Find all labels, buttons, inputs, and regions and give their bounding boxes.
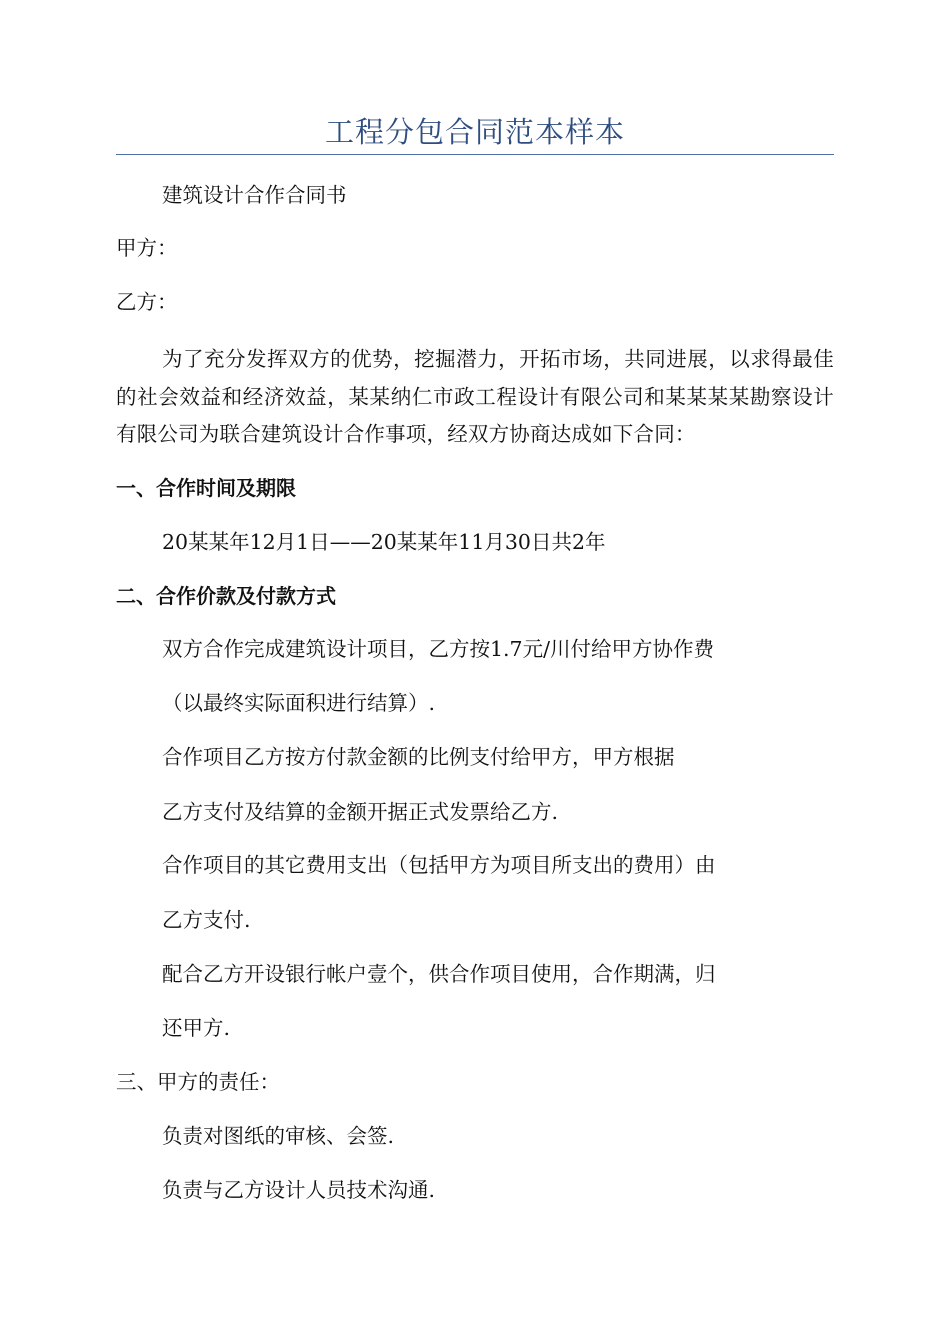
- section-1-line-1: 20某某年12月1日——20某某年11月30日共2年: [162, 530, 606, 554]
- section-2-line-7: 配合乙方开设银行帐户壹个，供合作项目使用，合作期满，归: [162, 962, 716, 986]
- title-underline: [116, 154, 834, 155]
- section-2-line-8: 还甲方.: [162, 1016, 231, 1040]
- section-3-line-2: 负责与乙方设计人员技术沟通.: [162, 1178, 436, 1202]
- contract-subtitle: 建筑设计合作合同书: [162, 183, 347, 207]
- section-2-line-2: （以最终实际面积进行结算）.: [162, 691, 436, 715]
- section-2-heading: 二、合作价款及付款方式: [116, 584, 336, 608]
- section-2-line-1: 双方合作完成建筑设计项目，乙方按1.7元/川付给甲方协作费: [162, 637, 715, 661]
- section-1-heading: 一、合作时间及期限: [116, 476, 296, 500]
- intro-paragraph: 为了充分发挥双方的优势，挖掘潜力，开拓市场，共同进展，以求得最佳的社会效益和经济效益，某某纳仁市政工程设计有限公司和某某某某勘察设计有限公司为联合建筑设计合作事项，经双方协商达成如下合同：: [116, 347, 834, 446]
- section-2-line-5: 合作项目的其它费用支出（包括甲方为项目所支出的费用）由: [162, 853, 716, 877]
- section-2-line-6: 乙方支付.: [162, 908, 251, 932]
- party-a-label: 甲方：: [116, 236, 178, 260]
- section-2-line-4: 乙方支付及结算的金额开据正式发票给乙方.: [162, 800, 559, 824]
- party-b-label: 乙方：: [116, 290, 178, 314]
- document-title: 工程分包合同范本样本: [324, 115, 625, 149]
- section-2-line-3: 合作项目乙方按方付款金额的比例支付给甲方，甲方根据: [162, 745, 675, 769]
- section-3-heading: 三、甲方的责任：: [116, 1070, 280, 1094]
- section-3-line-1: 负责对图纸的审核、会签.: [162, 1124, 395, 1148]
